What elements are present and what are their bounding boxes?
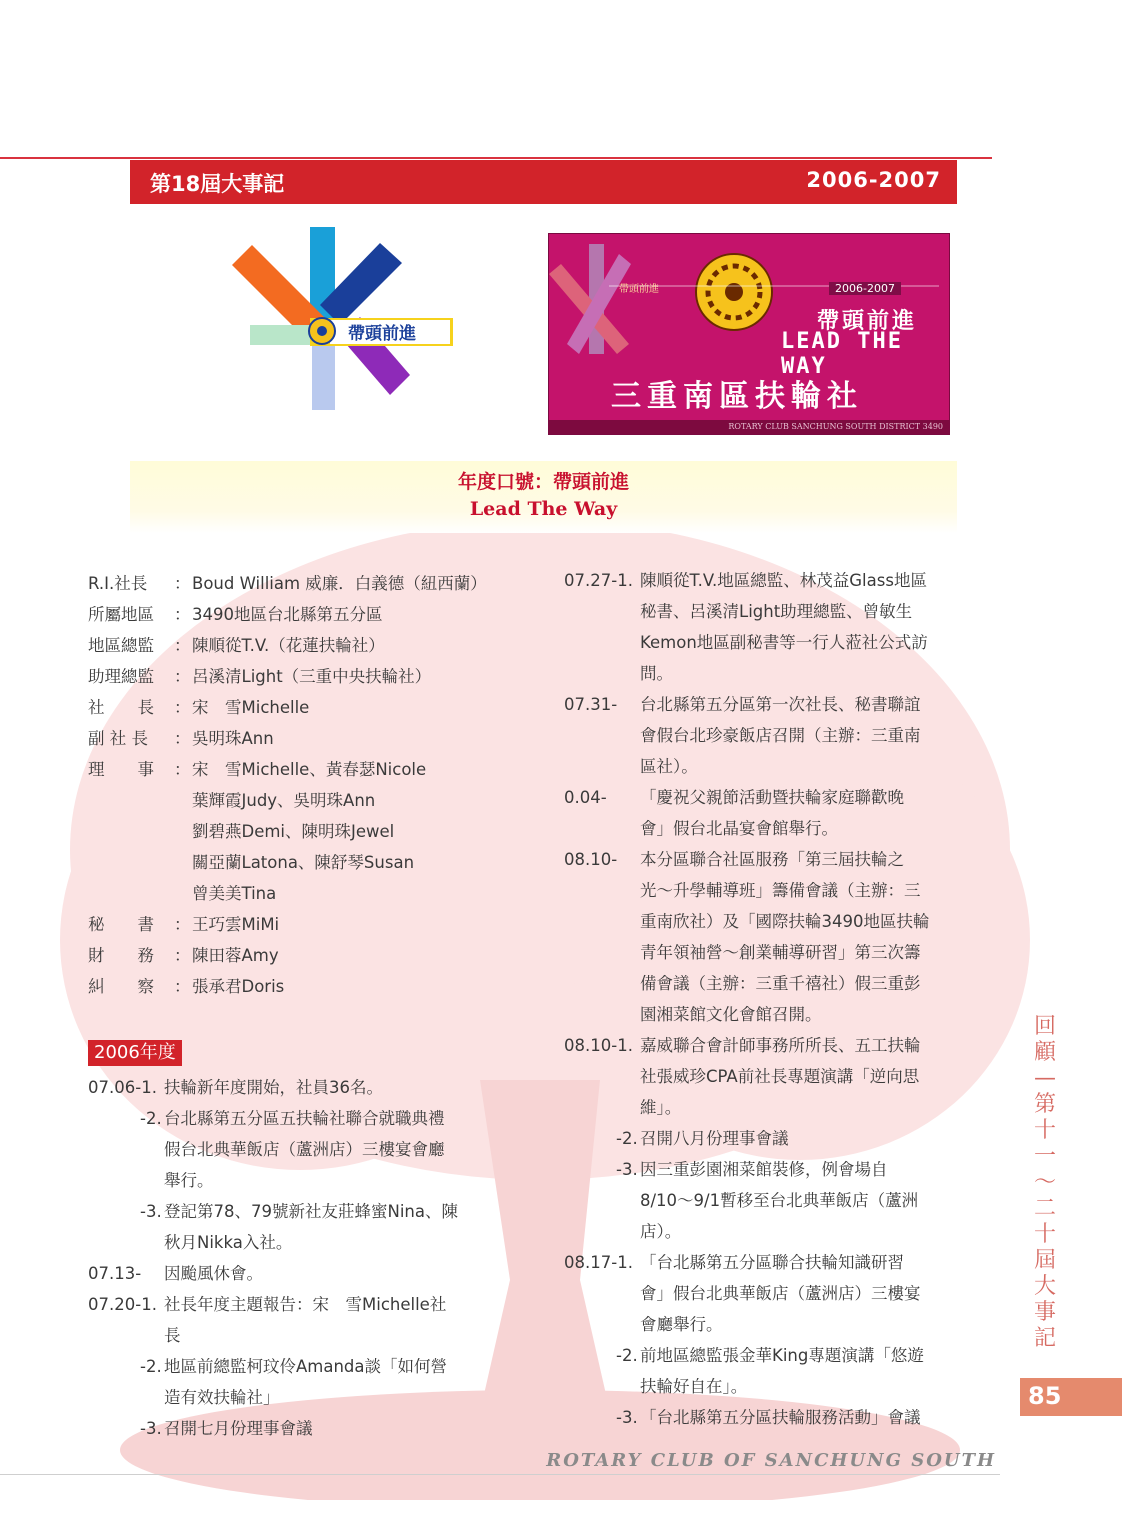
side-title (1030, 1014, 1060, 1352)
event-line (88, 1258, 528, 1289)
director-line: 葉輝霞Judy、吳明珠Ann (192, 791, 376, 810)
event-text: 召開七月份理事會議 (164, 1419, 313, 1438)
event-text: 店）。 (640, 1222, 682, 1241)
side-title-char: 二 (1033, 1196, 1056, 1221)
event-code: 08.10- (564, 850, 618, 869)
event-line (564, 1030, 1000, 1061)
footer-rule (0, 1474, 1000, 1475)
event-text: 秋月Nikka入社。 (164, 1233, 293, 1252)
right-events (564, 565, 1000, 1433)
officer-row: 社 長 ： 宋 雪Michelle (88, 698, 310, 717)
officer-row: 助理總監 ： 呂溪清Light（三重中央扶輪社） (88, 667, 432, 686)
event-text: 扶輪好自在」。 (640, 1377, 748, 1396)
officer-row: 糾 察 ： 張承君Doris (88, 977, 285, 996)
director-line: 曾美美Tina (192, 884, 277, 903)
event-text: 備會議（主辦：三重千禧社）假三重彭 (640, 974, 921, 993)
director-line: 關亞蘭Latona、陳舒琴Susan (192, 853, 415, 872)
side-title-char: 一 (1033, 1144, 1056, 1169)
event-code: 07.13- (88, 1264, 142, 1283)
event-text: 社張威珍CPA前社長專題演講「逆向思 (640, 1067, 920, 1086)
event-line (88, 1382, 528, 1413)
director-line: 劉碧燕Demi、陳明珠Jewel (192, 822, 395, 841)
event-code: -2. (616, 1346, 638, 1365)
event-line (564, 1123, 1000, 1154)
officer-row: 理 事 ： 宋 雪Michelle、黃春瑟Nicole (88, 760, 427, 779)
event-line (564, 1278, 1000, 1309)
event-line (88, 1072, 528, 1103)
event-line (88, 1227, 528, 1258)
banner-bottom-text: ROTARY CLUB SANCHUNG SOUTH DISTRICT 3490 (549, 420, 949, 434)
side-title-char: 第 (1033, 1092, 1056, 1117)
slogan-cn: 年度口號：帶頭前進 (457, 471, 629, 493)
top-rule (0, 157, 992, 159)
banner-slogan-cn: 帶頭前進 (817, 309, 918, 334)
side-title-char: 顧 (1033, 1040, 1056, 1065)
section-label: 2006年度 (88, 1040, 182, 1066)
event-text: 因颱風休會。 (164, 1264, 263, 1283)
side-title-char: 大 (1033, 1274, 1056, 1299)
event-line (88, 1134, 528, 1165)
banner-slogan-en: LEAD THE WAY (781, 329, 903, 379)
header-bar (130, 160, 957, 204)
page-number: 85 (1028, 1382, 1062, 1410)
event-line (88, 1165, 528, 1196)
event-text: 社長年度主題報告：宋 雪Michelle社 (164, 1295, 447, 1314)
side-title-char: 屆 (1033, 1248, 1056, 1273)
event-line (564, 751, 1000, 782)
banner-year: 2006-2007 (829, 282, 901, 295)
side-title-char: 回 (1033, 1014, 1056, 1039)
officers-list (88, 568, 528, 1002)
event-code: 07.31- (564, 695, 618, 714)
side-title-char: 十 (1033, 1118, 1056, 1143)
slogan-box (130, 461, 957, 533)
officer-row: R.I.社長 ： Boud William 威廉．白義德（紐西蘭） (88, 574, 487, 593)
event-line (564, 1061, 1000, 1092)
event-text: 8/10～9/1暫移至台北典華飯店（蘆洲 (640, 1191, 919, 1210)
event-text: 舉行。 (164, 1171, 214, 1190)
side-title-char: 十 (1033, 1222, 1056, 1247)
event-line (564, 658, 1000, 689)
event-text: 登記第78、79號新社友莊蜂蜜Nina、陳 (164, 1202, 458, 1221)
officer-row: 副 社 長 ： 吳明珠Ann (88, 729, 274, 748)
event-code: -2. (616, 1129, 638, 1148)
event-code: -3. (616, 1160, 638, 1179)
banner-club-name: 三重南區扶輪社 (611, 379, 863, 414)
event-line (564, 1185, 1000, 1216)
event-line (564, 875, 1000, 906)
logo-left-label: 帶頭前進 (348, 324, 416, 344)
event-line (564, 937, 1000, 968)
event-text: 區社）。 (640, 757, 698, 776)
event-line (564, 906, 1000, 937)
slogan-en: Lead The Way (469, 498, 618, 520)
event-text: 會」假台北典華飯店（蘆洲店）三樓宴 (640, 1284, 921, 1303)
event-line (564, 720, 1000, 751)
event-line (564, 627, 1000, 658)
lead-the-way-logo (230, 225, 460, 420)
club-banner (548, 233, 950, 435)
event-line (88, 1351, 528, 1382)
event-line (88, 1413, 528, 1444)
event-line (564, 1092, 1000, 1123)
side-title-char: — (1034, 1066, 1056, 1091)
event-code: -3. (140, 1202, 162, 1221)
officer-row: 財 務 ： 陳田蓉Amy (88, 946, 279, 965)
event-text: 會廳舉行。 (640, 1315, 723, 1334)
event-line (564, 1154, 1000, 1185)
event-code: 0.04- (564, 788, 607, 807)
event-text: 會」假台北晶宴會館舉行。 (640, 819, 838, 838)
event-line (564, 1371, 1000, 1402)
event-text: 造有效扶輪社」 (164, 1388, 280, 1407)
side-title-char: ～ (1033, 1170, 1056, 1195)
event-text: 地區前總監柯玟伶Amanda談「如何營 (164, 1357, 448, 1376)
event-line (564, 813, 1000, 844)
event-text: 園湘菜館文化會館召開。 (640, 1005, 822, 1024)
event-line (564, 1309, 1000, 1340)
event-line (564, 782, 1000, 813)
event-text: 「慶祝父親節活動暨扶輪家庭聯歡晚 (640, 788, 904, 807)
event-text: 會假台北珍豪飯店召開（主辦：三重南 (640, 726, 921, 745)
event-text: 問。 (640, 664, 673, 683)
officer-row: 地區總監 ： 陳順從T.V.（花蓮扶輪社） (88, 636, 385, 655)
event-line (564, 565, 1000, 596)
event-text: 扶輪新年度開始，社員36名。 (164, 1078, 383, 1097)
event-text: 假台北典華飯店（蘆洲店）三樓宴會廳 (164, 1140, 445, 1159)
event-text: Kemon地區副秘書等一行人蒞社公式訪 (640, 633, 928, 652)
event-text: 秘書、呂溪清Light助理總監、曾敏生 (640, 602, 913, 621)
event-text: 重南欣社）及「國際扶輪3490地區扶輪 (640, 912, 930, 931)
event-text: 本分區聯合社區服務「第三屆扶輪之 (640, 850, 904, 869)
event-line (88, 1320, 528, 1351)
event-line (564, 1402, 1000, 1433)
event-code: -3. (616, 1408, 638, 1427)
page-title: 第18屆大事記 (150, 172, 285, 196)
page-number-tab (1020, 1378, 1122, 1416)
officer-row: 秘 書 ： 王巧雲MiMi (88, 915, 280, 934)
event-line (564, 689, 1000, 720)
event-text: 維」。 (640, 1098, 682, 1117)
event-code: -2. (140, 1109, 162, 1128)
event-line (564, 1340, 1000, 1371)
event-text: 「台北縣第五分區聯合扶輪知識研習 (640, 1253, 904, 1272)
event-code: 08.17-1. (564, 1253, 633, 1272)
event-text: 青年領袖營～創業輔導研習」第三次籌 (640, 943, 921, 962)
event-code: 07.27-1. (564, 571, 633, 590)
event-text: 長 (164, 1326, 181, 1345)
event-line (564, 968, 1000, 999)
event-text: 「台北縣第五分區扶輪服務活動」會議 (640, 1408, 921, 1427)
event-line (88, 1289, 528, 1320)
event-text: 前地區總監張金華King專題演講「悠遊 (640, 1346, 924, 1365)
event-code: 07.06-1. (88, 1078, 157, 1097)
event-code: -2. (140, 1357, 162, 1376)
event-text: 陳順從T.V.地區總監、林茂益Glass地區 (640, 571, 927, 590)
event-code: -3. (140, 1419, 162, 1438)
event-text: 因三重彭園湘菜館裝修，例會場自 (640, 1160, 888, 1179)
event-line (564, 1216, 1000, 1247)
left-events (88, 1072, 528, 1444)
event-code: 07.20-1. (88, 1295, 157, 1314)
event-line (564, 999, 1000, 1030)
event-code: 08.10-1. (564, 1036, 633, 1055)
footer-club-name: ROTARY CLUB OF SANCHUNG SOUTH (546, 1450, 996, 1471)
side-title-char: 事 (1033, 1300, 1056, 1325)
event-line (88, 1103, 528, 1134)
event-text: 台北縣第五分區第一次社長、秘書聯誼 (640, 695, 921, 714)
event-text: 嘉威聯合會計師事務所所長、五工扶輪 (640, 1036, 921, 1055)
officer-row: 所屬地區 ： 3490地區台北縣第五分區 (88, 605, 383, 624)
event-text: 光～升學輔導班」籌備會議（主辦：三 (640, 881, 921, 900)
side-title-char: 記 (1033, 1326, 1056, 1351)
event-line (564, 1247, 1000, 1278)
event-line (88, 1196, 528, 1227)
event-line (564, 596, 1000, 627)
header-years: 2006-2007 (806, 168, 941, 192)
event-line (564, 844, 1000, 875)
event-text: 台北縣第五分區五扶輪社聯合就職典禮 (164, 1109, 445, 1128)
banner-top-label: 帶頭前進 (619, 284, 659, 295)
event-text: 召開八月份理事會議 (640, 1129, 789, 1148)
